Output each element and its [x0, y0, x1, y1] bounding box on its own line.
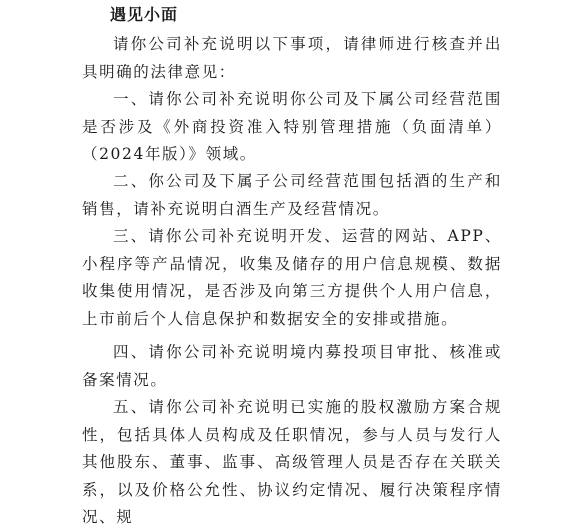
item-5-paragraph: 五、请你公司补充说明已实施的股权激励方案合规性，包括具体人员构成及任职情况，参与人员与发行人其他股东、董事、监事、高级管理人员是否存在关联关系，以及价格公允性、协议约定情况、履行决策程序情况、规: [82, 398, 502, 526]
item-2-paragraph: 二、你公司及下属子公司经营范围包括酒的生产和销售，请补充说明白酒生产及经营情况。: [82, 172, 502, 218]
item-4-paragraph: 四、请你公司补充说明境内募投项目审批、核准或备案情况。: [82, 343, 502, 389]
item-1-paragraph: 一、请你公司补充说明你公司及下属公司经营范围是否涉及《外商投资准入特别管理措施（负面清单）（2024年版）》领域。: [82, 90, 502, 163]
intro-paragraph: 请你公司补充说明以下事项，请律师进行核查并出具明确的法律意见：: [82, 35, 502, 81]
document-heading: 遇见小面: [110, 5, 179, 24]
item-3-paragraph: 三、请你公司补充说明开发、运营的网站、APP、小程序等产品情况，收集及储存的用户信息规模、数据收集使用情况，是否涉及向第三方提供个人用户信息，上市前后个人信息保护和数据安全的安排或措施。: [82, 227, 502, 328]
